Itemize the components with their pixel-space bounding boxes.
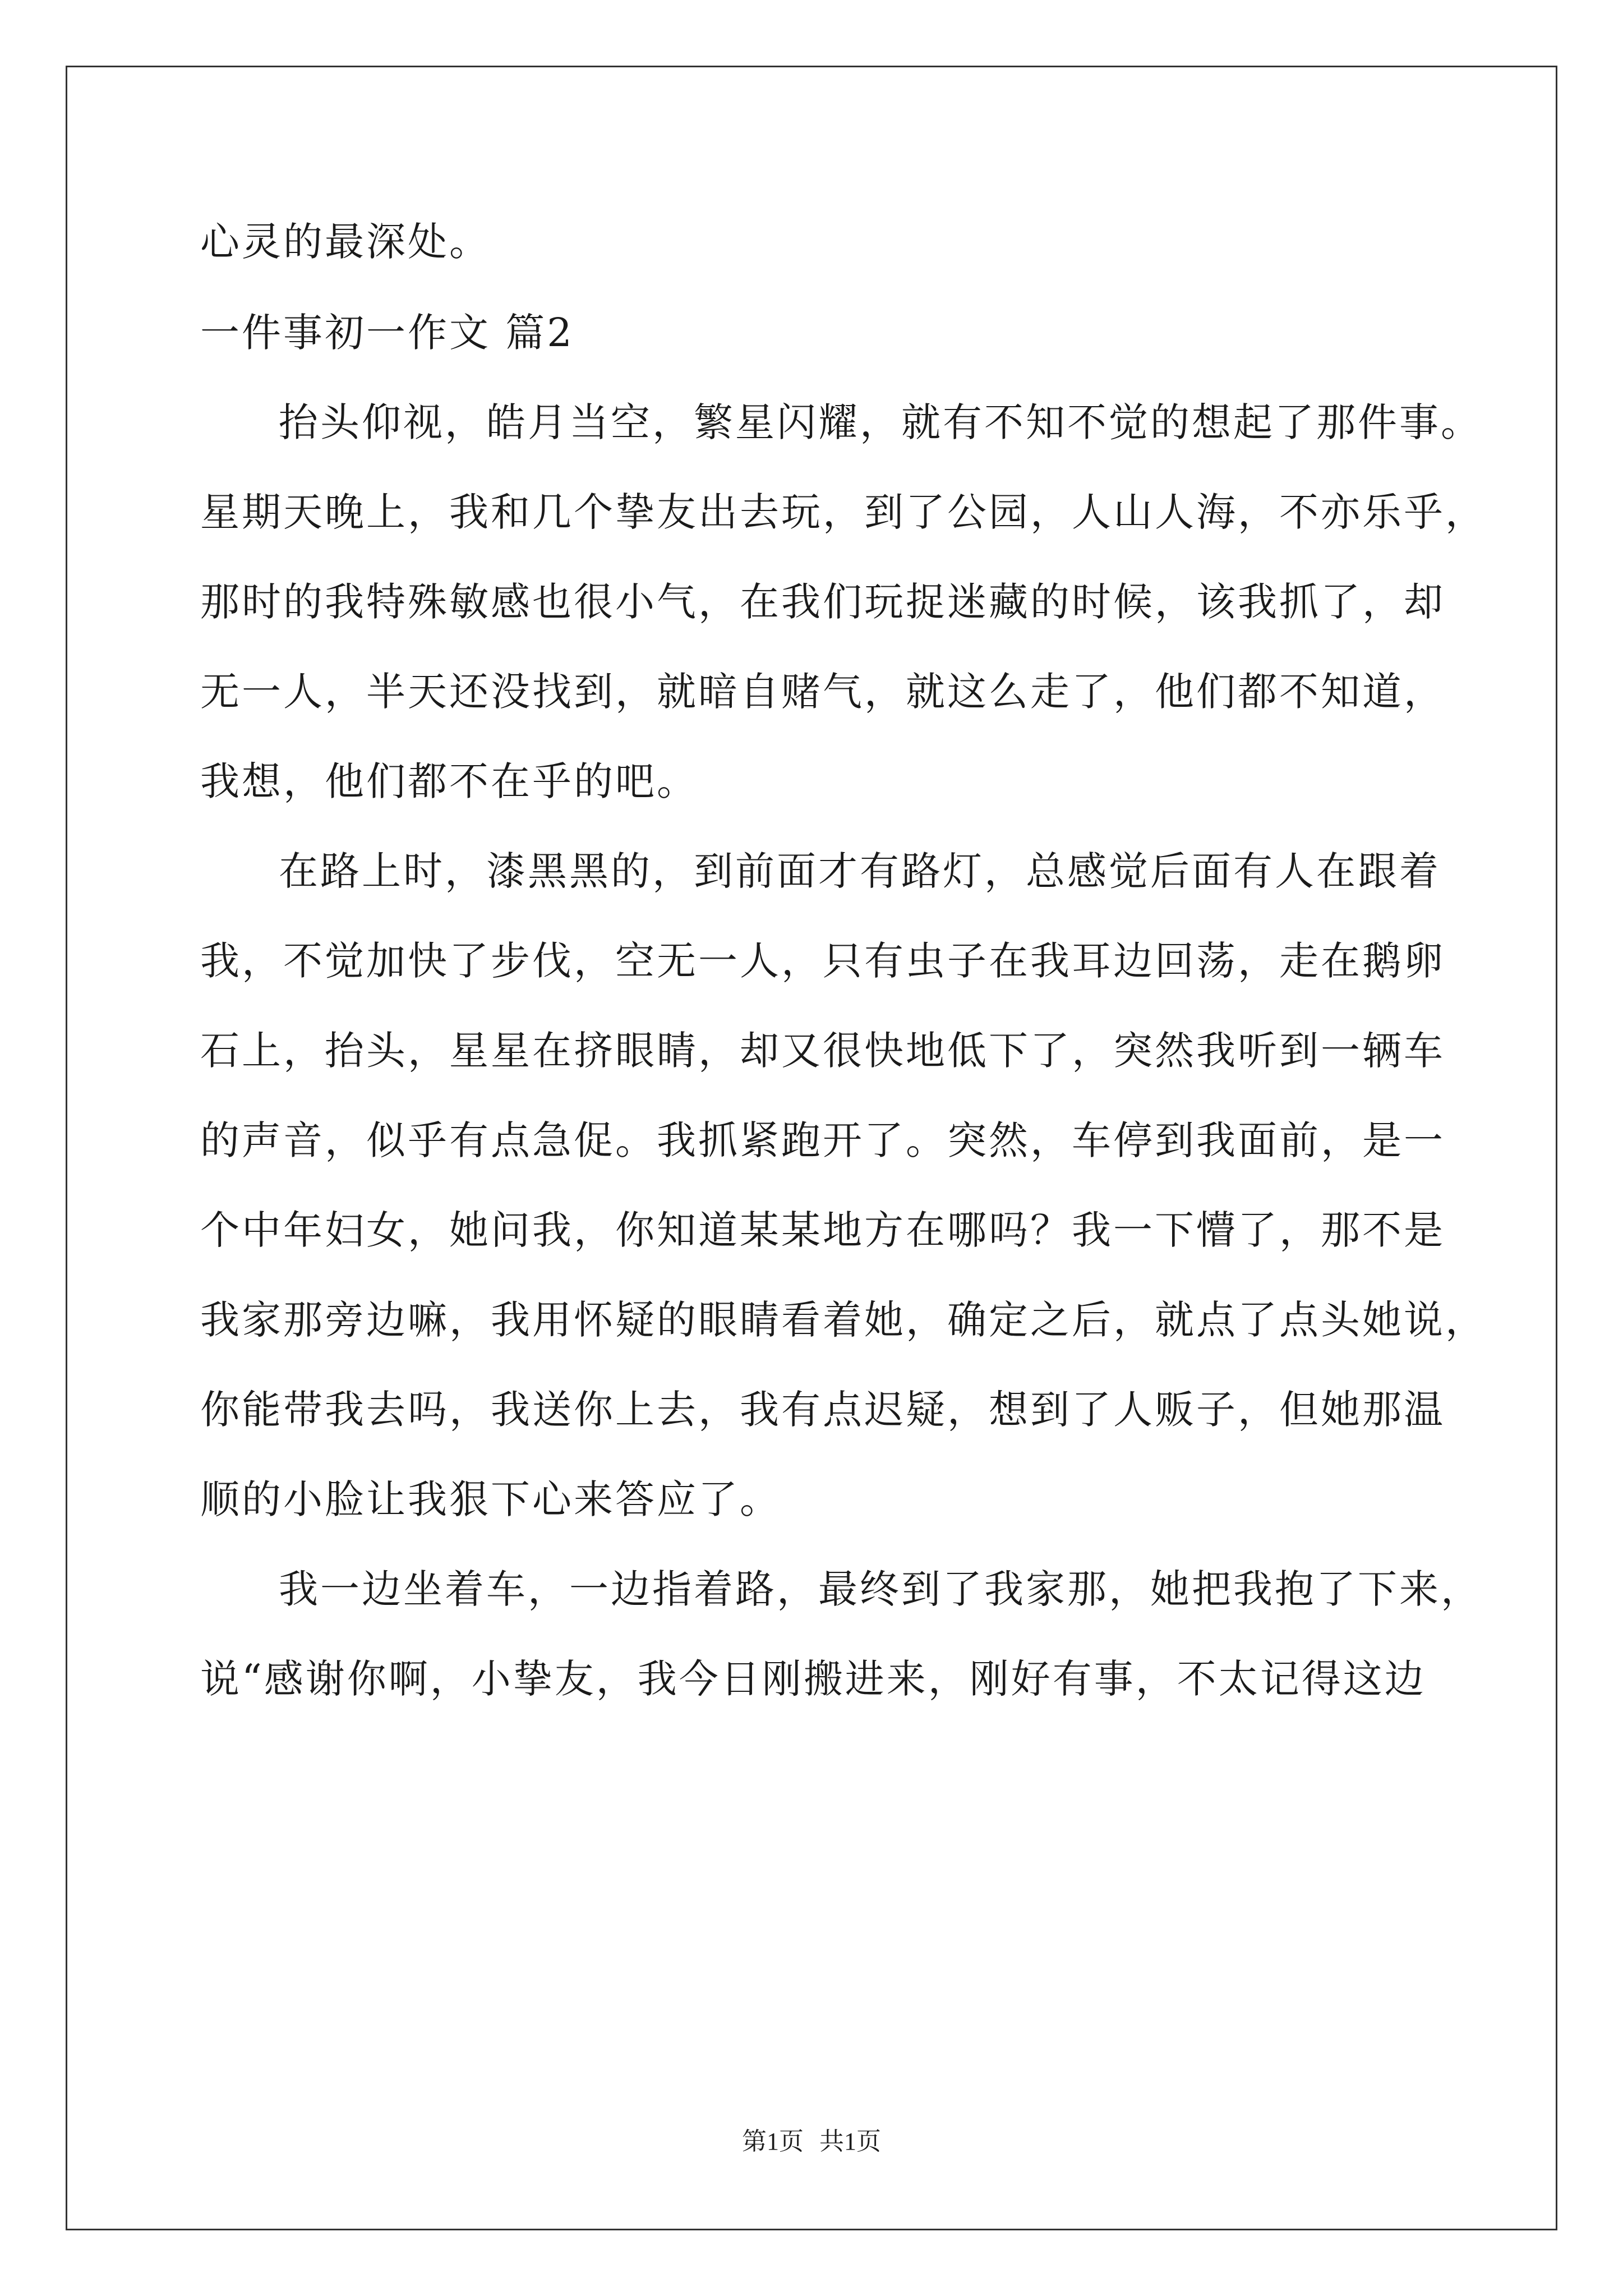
text-line: 我一边坐着车，一边指着路，最终到了我家那，她把我抱了下来， — [279, 1566, 1482, 1612]
section-heading: 一件事初一作文 篇2 — [200, 310, 574, 356]
text-line: 我想，他们都不在乎的吧。 — [200, 758, 698, 804]
text-line: 你能带我去吗，我送你上去，我有点迟疑，想到了人贩子，但她那温 — [200, 1387, 1445, 1433]
text-line: 星期天晚上，我和几个挚友出去玩，到了公园，人山人海，不亦乐乎， — [200, 489, 1487, 535]
page-footer — [0, 2125, 1623, 2159]
text-line: 我家那旁边嘛，我用怀疑的眼睛看着她，确定之后，就点了点头她说， — [200, 1297, 1487, 1343]
text-line: 的声音，似乎有点急促。我抓紧跑开了。突然，车停到我面前，是一 — [200, 1117, 1445, 1163]
text-line: 说“感谢你啊，小挚友，我今日刚搬进来，刚好有事，不太记得这边 — [200, 1656, 1426, 1702]
text-line: 那时的我特殊敏感也很小气，在我们玩捉迷藏的时候，该我抓了，却 — [200, 579, 1445, 625]
text-line: 在路上时，漆黑黑的，到前面才有路灯，总感觉后面有人在跟着 — [279, 848, 1441, 894]
page-total: 共1页 — [819, 2128, 881, 2155]
text-line: 我，不觉加快了步伐，空无一人，只有虫子在我耳边回荡，走在鹅卵 — [200, 938, 1445, 984]
text-line: 个中年妇女，她问我，你知道某某地方在哪吗？我一下懵了，那不是 — [200, 1207, 1445, 1253]
text-line: 无一人，半天还没找到，就暗自赌气，就这么走了，他们都不知道， — [200, 669, 1445, 715]
text-line: 顺的小脸让我狠下心来答应了。 — [200, 1476, 781, 1522]
continuation-text: 心灵的最深处。 — [200, 219, 491, 265]
text-line: 抬头仰视，皓月当空，繁星闪耀，就有不知不觉的想起了那件事。 — [279, 399, 1482, 445]
text-line: 石上，抬头，星星在挤眼睛，却又很快地低下了，突然我听到一辆车 — [200, 1028, 1445, 1074]
page-number: 第1页 — [742, 2128, 804, 2155]
